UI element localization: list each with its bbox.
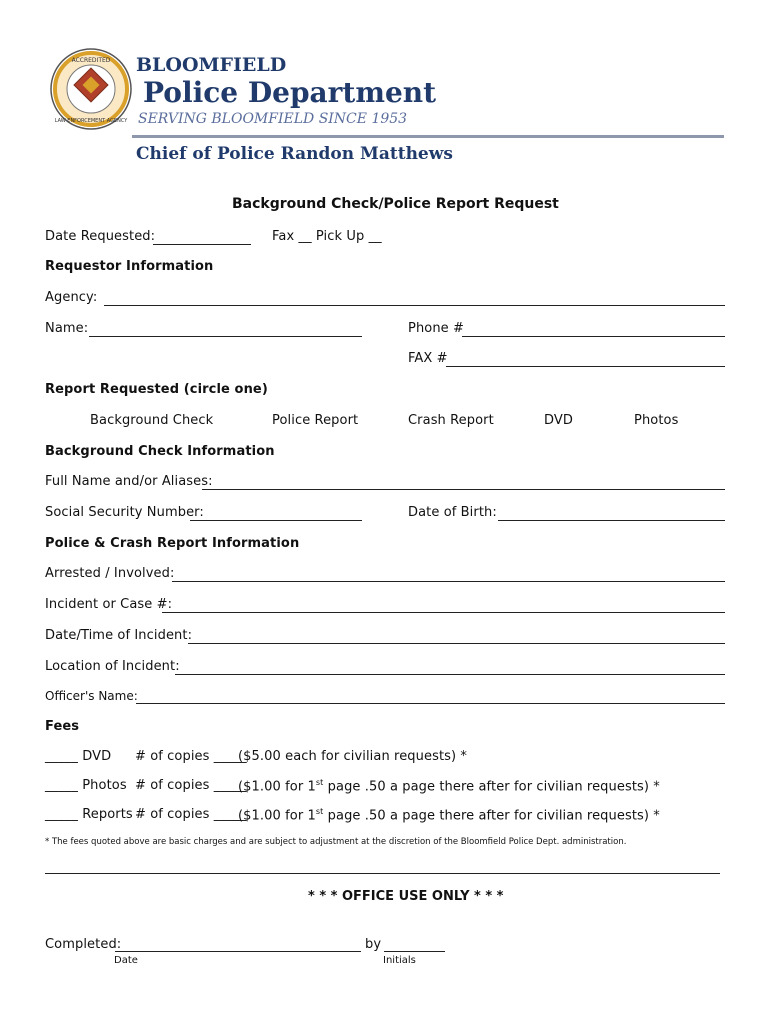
initials-field[interactable] bbox=[384, 951, 445, 952]
fee-dvd-item[interactable]: _____ DVD bbox=[45, 749, 112, 764]
requestor-heading: Requestor Information bbox=[45, 259, 214, 274]
fax-field[interactable] bbox=[446, 366, 725, 367]
datetime-field[interactable] bbox=[188, 643, 725, 644]
fees-heading: Fees bbox=[45, 719, 80, 734]
ssn-field[interactable] bbox=[190, 520, 362, 521]
arrested-label: Arrested / Involved: bbox=[45, 566, 175, 581]
fee-photos-item[interactable]: _____ Photos bbox=[45, 778, 127, 793]
fee-reports-item[interactable]: _____ Reports bbox=[45, 807, 133, 822]
by-label: by bbox=[365, 937, 382, 952]
background-check-heading: Background Check Information bbox=[45, 444, 275, 459]
full-name-label: Full Name and/or Aliases: bbox=[45, 474, 213, 489]
fee-photos-price: ($1.00 for 1st page .50 a page there after for civilian requests) * bbox=[238, 778, 660, 795]
datetime-label: Date/Time of Incident: bbox=[45, 628, 193, 643]
dob-label: Date of Birth: bbox=[408, 505, 497, 520]
date-requested-field[interactable] bbox=[153, 244, 251, 245]
option-police-report[interactable]: Police Report bbox=[272, 413, 359, 428]
department-motto: SERVING BLOOMFIELD SINCE 1953 bbox=[138, 111, 408, 127]
location-label: Location of Incident: bbox=[45, 659, 180, 674]
phone-label: Phone # bbox=[408, 321, 464, 336]
full-name-field[interactable] bbox=[202, 489, 725, 490]
fax-label: FAX # bbox=[408, 351, 448, 366]
form-title: Background Check/Police Report Request bbox=[232, 196, 559, 212]
officer-label: Officer's Name: bbox=[45, 689, 138, 703]
option-photos[interactable]: Photos bbox=[634, 413, 679, 428]
svg-text:LAW ENFORCEMENT AGENCY: LAW ENFORCEMENT AGENCY bbox=[54, 118, 128, 124]
department-seal-logo bbox=[50, 48, 132, 130]
department-name: Police Department bbox=[143, 76, 437, 109]
fee-reports-price: ($1.00 for 1st page .50 a page there after for civilian requests) * bbox=[238, 807, 660, 824]
arrested-field[interactable] bbox=[172, 581, 725, 582]
chief-name: Chief of Police Randon Matthews bbox=[136, 144, 453, 164]
fee-dvd-price: ($5.00 each for civilian requests) * bbox=[238, 749, 468, 764]
fees-footnote: * The fees quoted above are basic charges and are subject to adjustment at the discretion of the Bloomfield Police Dept. administration. bbox=[45, 837, 627, 847]
fax-pickup-option[interactable]: Fax __ Pick Up __ bbox=[272, 229, 382, 244]
name-label: Name: bbox=[45, 321, 89, 336]
incident-label: Incident or Case #: bbox=[45, 597, 173, 612]
officer-field[interactable] bbox=[136, 703, 725, 704]
report-requested-heading: Report Requested (circle one) bbox=[45, 382, 268, 397]
date-requested-label: Date Requested: bbox=[45, 229, 156, 244]
header-rule bbox=[132, 135, 724, 138]
option-crash-report[interactable]: Crash Report bbox=[408, 413, 494, 428]
fee-reports-copies[interactable]: # of copies _____ bbox=[135, 807, 247, 822]
city-name: BLOOMFIELD bbox=[136, 54, 287, 76]
fee-photos-copies[interactable]: # of copies _____ bbox=[135, 778, 247, 793]
agency-label: Agency: bbox=[45, 290, 98, 305]
office-use-heading: * * * OFFICE USE ONLY * * * bbox=[308, 889, 504, 904]
fee-dvd-copies[interactable]: # of copies _____ bbox=[135, 749, 247, 764]
ssn-label: Social Security Number: bbox=[45, 505, 204, 520]
completed-label: Completed: bbox=[45, 937, 122, 952]
option-dvd[interactable]: DVD bbox=[544, 413, 573, 428]
option-background-check[interactable]: Background Check bbox=[90, 413, 214, 428]
completed-date-field[interactable] bbox=[115, 951, 361, 952]
incident-field[interactable] bbox=[162, 612, 725, 613]
initials-caption: Initials bbox=[383, 955, 416, 966]
location-field[interactable] bbox=[175, 674, 725, 675]
svg-text:ACCREDITED: ACCREDITED bbox=[71, 57, 111, 64]
agency-field[interactable] bbox=[104, 305, 725, 306]
name-field[interactable] bbox=[89, 336, 362, 337]
office-divider bbox=[45, 873, 720, 874]
date-caption: Date bbox=[114, 955, 138, 966]
police-crash-heading: Police & Crash Report Information bbox=[45, 536, 300, 551]
phone-field[interactable] bbox=[462, 336, 725, 337]
dob-field[interactable] bbox=[498, 520, 725, 521]
